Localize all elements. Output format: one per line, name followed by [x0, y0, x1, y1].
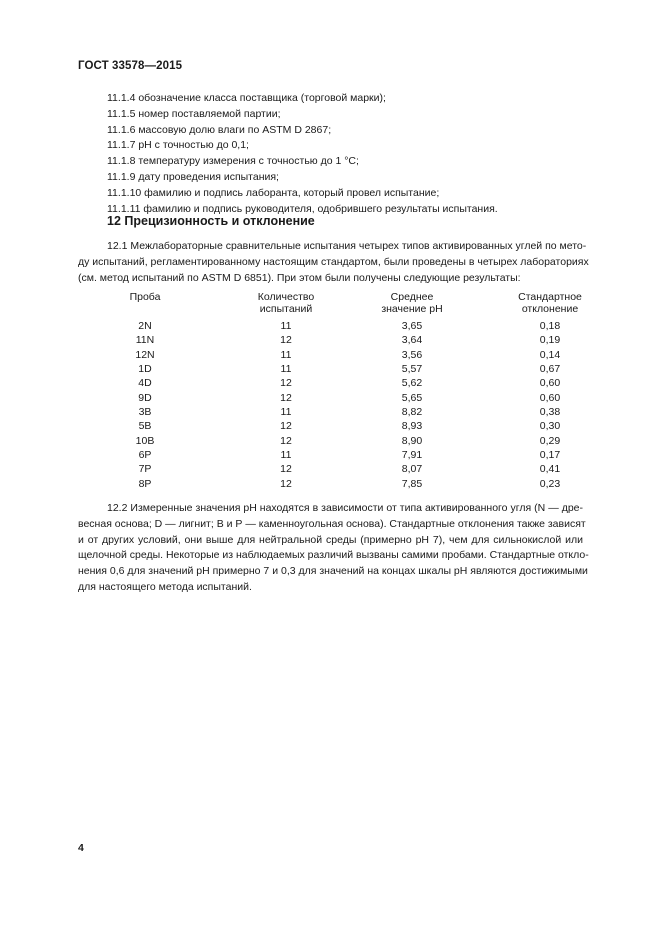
- table-row: [78, 376, 618, 390]
- paragraph-line: 12.2 Измеренные значения pH находятся в зависимости от типа активированного угля (N — дре-: [107, 502, 583, 514]
- cell-count: 11: [280, 348, 292, 361]
- list-item: 11.1.7 pH с точностью до 0,1;: [107, 139, 249, 152]
- table-row: [78, 419, 618, 433]
- paragraph-line: для настоящего метода испытаний.: [78, 580, 252, 593]
- paragraph-line: ду испытаний, регламентированному настоящим стандартом, были проведены в четырех лабораториях: [78, 255, 589, 268]
- cell-mean: 7,91: [401, 449, 423, 462]
- document-header: ГОСТ 33578—2015: [78, 60, 183, 72]
- cell-stdev: 0,30: [539, 420, 561, 433]
- cell-stdev: 0,41: [539, 463, 561, 476]
- cell-mean: 8,90: [401, 434, 423, 447]
- cell-sample: 3B: [138, 406, 152, 419]
- cell-count: 12: [280, 377, 292, 390]
- cell-count: 12: [280, 434, 292, 447]
- list-item: 11.1.11 фамилию и подпись руководителя, одобрившего результаты испытания.: [107, 202, 498, 215]
- table-row: [78, 362, 618, 376]
- table-row: [78, 462, 618, 476]
- paragraph-line: нения 0,6 для значений pH примерно 7 и 0,3 для значений на концах шкалы pH являются достижимыми: [78, 565, 588, 578]
- paragraph-line: щелочной среды. Некоторые из наблюдаемых различий вызваны самими пробами. Стандартные откло-: [78, 549, 589, 562]
- table-row: [78, 391, 618, 405]
- header-sample: Проба: [129, 291, 161, 303]
- cell-sample: 1D: [138, 363, 152, 376]
- cell-sample: 8P: [138, 477, 152, 490]
- cell-stdev: 0,14: [539, 348, 561, 361]
- cell-mean: 8,07: [401, 463, 423, 476]
- cell-mean: 3,56: [401, 348, 423, 361]
- cell-stdev: 0,18: [539, 320, 561, 332]
- section-title: 12 Прецизионность и отклонение: [107, 214, 315, 228]
- paragraph-line: 12.1 Межлабораторные сравнительные испытания четырех типов активированных углей по мето-: [107, 240, 587, 252]
- cell-mean: 5,62: [401, 377, 423, 390]
- table-row: [78, 434, 618, 448]
- cell-count: 12: [280, 391, 292, 404]
- cell-count: 12: [280, 420, 292, 433]
- cell-sample: 4D: [138, 377, 152, 390]
- cell-sample: 5B: [138, 420, 152, 433]
- page-number: 4: [78, 842, 84, 854]
- cell-stdev: 0,60: [539, 377, 561, 390]
- cell-sample: 11N: [135, 334, 155, 347]
- header-stdev: Стандартное отклонение: [518, 291, 582, 315]
- cell-stdev: 0,67: [539, 363, 561, 376]
- cell-sample: 10B: [135, 434, 155, 447]
- cell-mean: 8,93: [401, 420, 423, 433]
- table-row: [78, 448, 618, 462]
- cell-count: 11: [280, 406, 292, 419]
- paragraph-12-2: [78, 501, 589, 596]
- cell-count: 11: [280, 363, 292, 376]
- cell-mean: 7,85: [401, 477, 423, 490]
- paragraph-12-1: [78, 239, 589, 286]
- cell-mean: 8,82: [401, 406, 423, 419]
- list-item: 11.1.4 обозначение класса поставщика (торговой марки);: [107, 92, 386, 104]
- cell-sample: 2N: [138, 320, 152, 332]
- cell-mean: 5,65: [401, 391, 423, 404]
- cell-sample: 12N: [135, 348, 155, 361]
- table-row: [78, 405, 618, 419]
- table-row: [78, 333, 618, 347]
- paragraph-line: и от других условий, они выше для нейтральной среды (примерно pH 7), чем для сильнокислой или: [78, 533, 583, 546]
- list-item: 11.1.10 фамилию и подпись лаборанта, который провел испытание;: [107, 186, 440, 199]
- header-count: Количество испытаний: [257, 291, 315, 315]
- cell-count: 11: [280, 449, 292, 462]
- list-item: 11.1.6 массовую долю влаги по ASTM D 2867;: [107, 123, 332, 136]
- list-item: 11.1.5 номер поставляемой партии;: [107, 107, 281, 120]
- cell-stdev: 0,17: [539, 449, 561, 462]
- cell-sample: 9D: [138, 391, 152, 404]
- list-item: 11.1.9 дату проведения испытания;: [107, 170, 279, 183]
- cell-mean: 3,64: [401, 334, 423, 347]
- cell-stdev: 0,60: [539, 391, 561, 404]
- cell-stdev: 0,38: [539, 406, 561, 419]
- table-row: [78, 477, 618, 491]
- cell-stdev: 0,23: [539, 477, 561, 490]
- cell-stdev: 0,29: [539, 434, 561, 447]
- cell-count: 12: [280, 334, 292, 347]
- table-body: [78, 319, 618, 491]
- table-row: [78, 348, 618, 362]
- report-items-list: [107, 91, 498, 217]
- list-item: 11.1.8 температуру измерения с точностью до 1 °С;: [107, 155, 359, 168]
- cell-count: 12: [280, 477, 292, 490]
- results-table: [78, 291, 618, 490]
- cell-sample: 7P: [138, 463, 152, 476]
- header-mean: Среднее значение pH: [381, 291, 443, 315]
- table-header-row: [78, 292, 618, 318]
- cell-sample: 6P: [138, 449, 152, 462]
- cell-mean: 5,57: [401, 363, 423, 376]
- cell-count: 11: [280, 320, 292, 332]
- table-row: [78, 319, 618, 333]
- paragraph-line: (см. метод испытаний по ASTM D 6851). При этом были получены следующие результаты:: [78, 271, 521, 284]
- cell-stdev: 0,19: [539, 334, 561, 347]
- paragraph-line: весная основа; D — лигнит; В и Р — каменноугольная основа). Стандартные отклонения также зависят: [78, 517, 586, 530]
- cell-count: 12: [280, 463, 292, 476]
- cell-mean: 3,65: [401, 320, 423, 332]
